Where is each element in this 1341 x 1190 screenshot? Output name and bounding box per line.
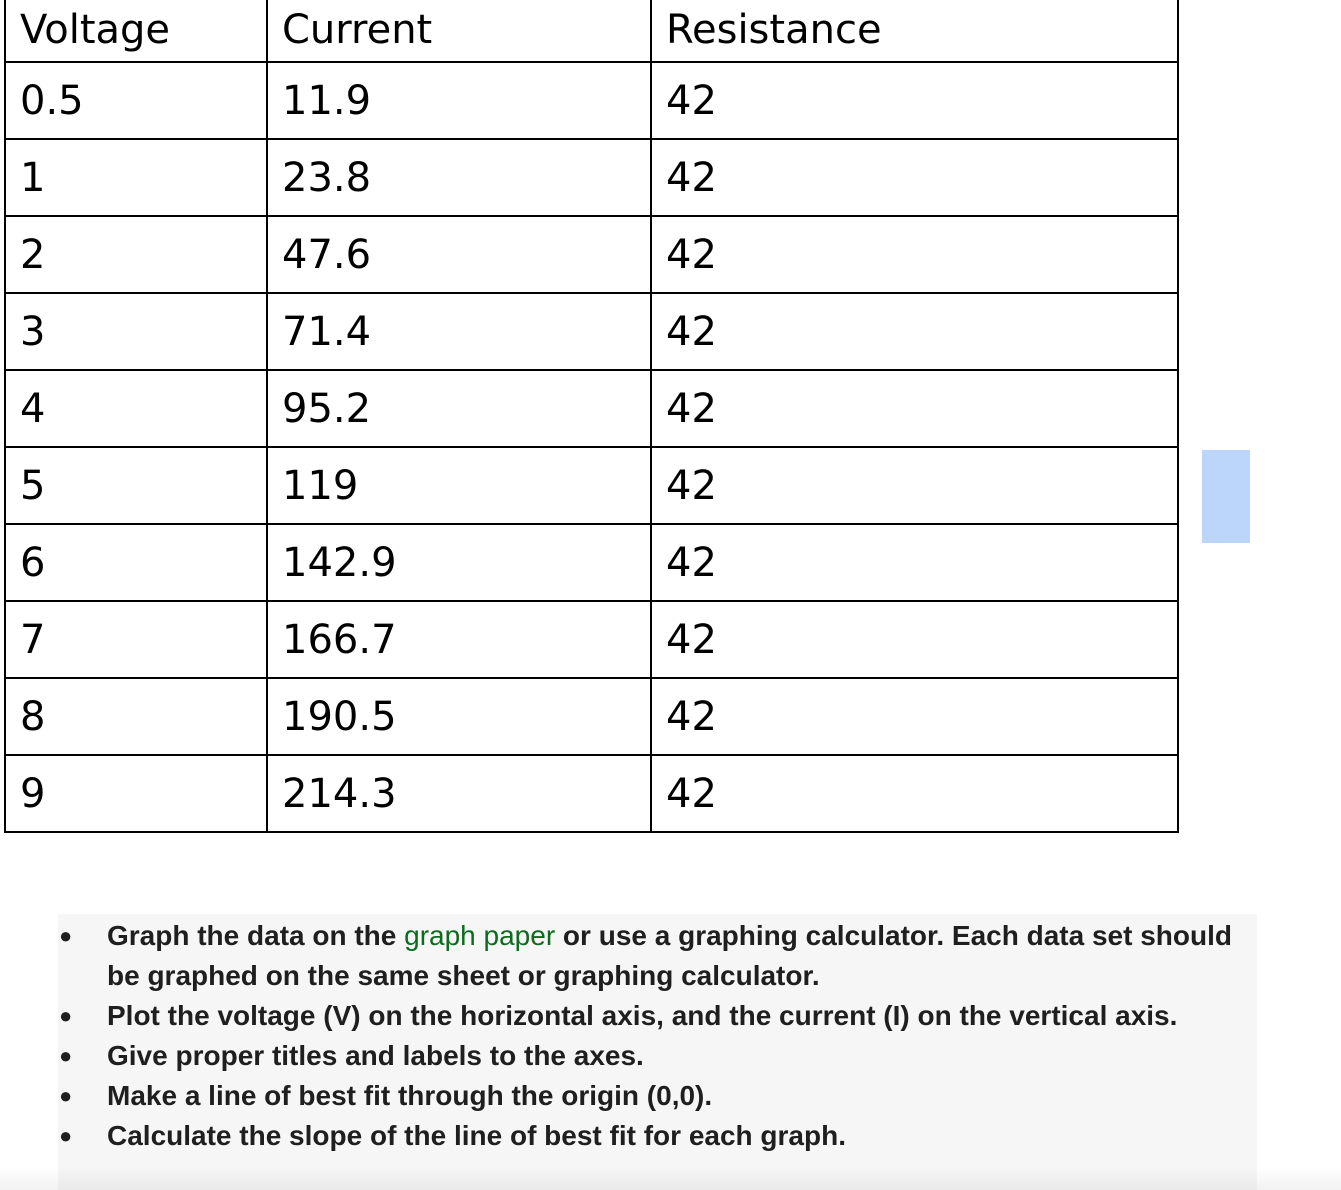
cell-voltage[interactable]: 9 xyxy=(5,755,267,832)
table-row xyxy=(5,601,1178,678)
cell-voltage[interactable]: 6 xyxy=(5,524,267,601)
cell-resistance[interactable]: 42 xyxy=(651,370,1178,447)
list-item xyxy=(58,916,1257,996)
bullet-icon: ● xyxy=(59,1083,73,1108)
cell-voltage[interactable]: 7 xyxy=(5,601,267,678)
list-item xyxy=(58,1076,1257,1116)
cell-current[interactable]: 166.7 xyxy=(267,601,651,678)
instructions-section xyxy=(58,914,1257,1190)
cell-voltage[interactable]: 2 xyxy=(5,216,267,293)
cell-current[interactable]: 23.8 xyxy=(267,139,651,216)
table-row xyxy=(5,216,1178,293)
cell-voltage[interactable]: 0.5 xyxy=(5,62,267,139)
cell-resistance[interactable]: 42 xyxy=(651,678,1178,755)
cell-current[interactable]: 119 xyxy=(267,447,651,524)
instruction-text: Make a line of best fit through the origin (0,0). xyxy=(107,1080,713,1111)
instruction-text: Calculate the slope of the line of best fit for each graph. xyxy=(107,1120,846,1151)
cell-resistance[interactable]: 42 xyxy=(651,755,1178,832)
cell-resistance[interactable]: 42 xyxy=(651,601,1178,678)
bullet-icon: ● xyxy=(59,1043,73,1068)
cell-current[interactable]: 190.5 xyxy=(267,678,651,755)
cell-current[interactable]: 142.9 xyxy=(267,524,651,601)
cell-resistance[interactable]: 42 xyxy=(651,293,1178,370)
text-selection-highlight xyxy=(1202,450,1250,543)
cell-current[interactable]: 214.3 xyxy=(267,755,651,832)
table-row xyxy=(5,370,1178,447)
bullet-icon: ● xyxy=(59,1003,73,1028)
cell-resistance[interactable]: 42 xyxy=(651,62,1178,139)
instructions-list xyxy=(58,916,1257,1156)
cell-resistance[interactable]: 42 xyxy=(651,447,1178,524)
header-resistance: Resistance xyxy=(651,0,1178,62)
cell-current[interactable]: 71.4 xyxy=(267,293,651,370)
graph-paper-link[interactable]: graph paper xyxy=(404,920,556,951)
data-table xyxy=(4,0,1179,833)
cell-voltage[interactable]: 1 xyxy=(5,139,267,216)
cell-voltage[interactable]: 8 xyxy=(5,678,267,755)
bullet-icon: ● xyxy=(59,1123,73,1148)
table-row xyxy=(5,678,1178,755)
table-row xyxy=(5,62,1178,139)
cell-voltage[interactable]: 3 xyxy=(5,293,267,370)
table-row xyxy=(5,755,1178,832)
table-row xyxy=(5,524,1178,601)
instruction-text: Give proper titles and labels to the axes. xyxy=(107,1040,644,1071)
cell-current[interactable]: 11.9 xyxy=(267,62,651,139)
cell-resistance[interactable]: 42 xyxy=(651,139,1178,216)
cell-resistance[interactable]: 42 xyxy=(651,216,1178,293)
cell-resistance[interactable]: 42 xyxy=(651,524,1178,601)
list-item xyxy=(58,996,1257,1036)
table-row xyxy=(5,447,1178,524)
cell-current[interactable]: 47.6 xyxy=(267,216,651,293)
table-row xyxy=(5,293,1178,370)
cell-voltage[interactable]: 4 xyxy=(5,370,267,447)
cell-current[interactable]: 95.2 xyxy=(267,370,651,447)
instruction-text: Plot the voltage (V) on the horizontal axis, and the current (I) on the vertical axis. xyxy=(107,1000,1178,1031)
list-item xyxy=(58,1036,1257,1076)
instruction-text: or use a graphing calculator. Each data set should be graphed on the same sheet or graphing calculator. xyxy=(107,920,1232,991)
bullet-icon: ● xyxy=(59,923,73,948)
cell-voltage[interactable]: 5 xyxy=(5,447,267,524)
list-item xyxy=(58,1116,1257,1156)
table-header-row xyxy=(5,0,1178,62)
header-voltage: Voltage xyxy=(5,0,267,62)
instruction-text: Graph the data on the xyxy=(107,920,405,951)
table-row xyxy=(5,139,1178,216)
header-current: Current xyxy=(267,0,651,62)
